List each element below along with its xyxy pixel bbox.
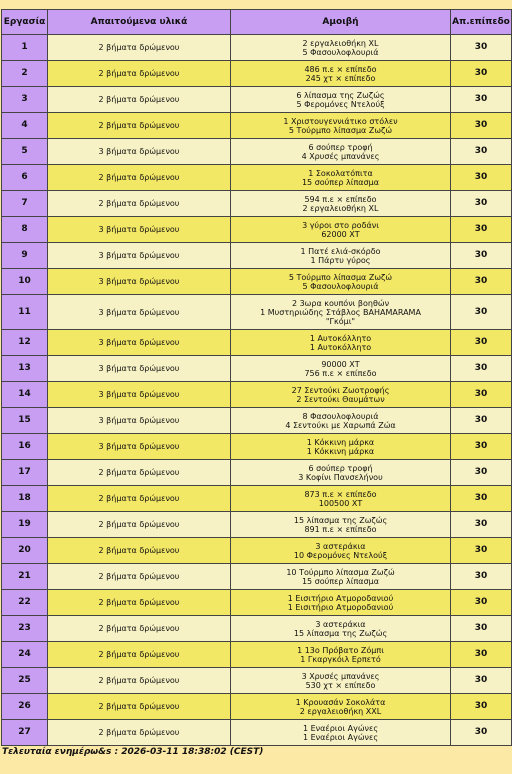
table-body	[2, 35, 512, 746]
task-number: 13	[2, 356, 48, 382]
task-reward	[231, 113, 451, 139]
task-level: 30	[451, 512, 512, 538]
task-level: 30	[451, 564, 512, 590]
reward-line: 2 εργαλειοθήκη XL	[302, 203, 379, 213]
task-materials: 3 βήματα δρώμενου	[48, 139, 231, 165]
table-row	[2, 694, 512, 720]
reward-line: 1 Κρουασάν Σοκολάτα	[295, 697, 386, 707]
task-materials: 2 βήματα δρώμενου	[48, 590, 231, 616]
task-reward	[231, 35, 451, 61]
task-number: 14	[2, 382, 48, 408]
table-row	[2, 61, 512, 87]
header-materials: Απαιτούμενα υλικά	[48, 10, 231, 35]
task-materials: 2 βήματα δρώμενου	[48, 87, 231, 113]
reward-line: 6 λίπασμα της Ζωζώς	[296, 90, 385, 100]
reward-line: 1 Γκαργκόιλ Ερπετό	[300, 654, 381, 664]
reward-line: 8 Φασουλοφλουριά	[302, 411, 379, 421]
table-row	[2, 165, 512, 191]
reward-line: 3 αστεράκια	[315, 541, 366, 551]
task-materials: 2 βήματα δρώμενου	[48, 165, 231, 191]
task-level: 30	[451, 87, 512, 113]
reward-line: 4 Σεντούκι με Χαρωπά Ζώα	[285, 420, 396, 430]
table-row	[2, 139, 512, 165]
task-materials: 2 βήματα δρώμενου	[48, 61, 231, 87]
reward-line: 1 Χριστουγεννιάτικο στόλεν	[283, 116, 398, 126]
table-row	[2, 35, 512, 61]
task-number: 6	[2, 165, 48, 191]
task-number: 17	[2, 460, 48, 486]
task-number: 26	[2, 694, 48, 720]
reward-line: 1 Εναέριοι Αγώνες	[302, 723, 379, 733]
task-level: 30	[451, 139, 512, 165]
task-reward	[231, 694, 451, 720]
task-level: 30	[451, 382, 512, 408]
table-row	[2, 486, 512, 512]
task-reward	[231, 243, 451, 269]
task-level: 30	[451, 295, 512, 330]
table-row	[2, 590, 512, 616]
task-reward	[231, 590, 451, 616]
reward-line: 4 Χρυσές μπανάνες	[301, 151, 380, 161]
task-level: 30	[451, 668, 512, 694]
task-reward	[231, 165, 451, 191]
task-number: 18	[2, 486, 48, 512]
task-materials: 2 βήματα δρώμενου	[48, 191, 231, 217]
task-reward	[231, 139, 451, 165]
task-number: 5	[2, 139, 48, 165]
reward-line: 1 Κόκκινη μάρκα	[306, 437, 375, 447]
reward-line: 873 π.ε × επίπεδο	[304, 489, 377, 499]
task-number: 9	[2, 243, 48, 269]
task-reward	[231, 512, 451, 538]
reward-line: 2 3ωρα κουπόνι βοηθών	[291, 298, 390, 308]
reward-line: 1 Εισιτήριο Ατμοροδανιού	[287, 602, 394, 612]
task-level: 30	[451, 191, 512, 217]
task-materials: 3 βήματα δρώμενου	[48, 243, 231, 269]
reward-line: 5 Φερομόνες Ντελούξ	[296, 99, 385, 109]
reward-line: 2 εργαλειοθήκη XL	[302, 38, 379, 48]
header-level: Απ.επίπεδο	[451, 10, 512, 35]
reward-line: 245 χτ × επίπεδο	[305, 73, 376, 83]
reward-line: 1 Αυτοκόλλητο	[309, 333, 372, 343]
task-number: 11	[2, 295, 48, 330]
table-row	[2, 217, 512, 243]
task-level: 30	[451, 642, 512, 668]
task-reward	[231, 330, 451, 356]
task-reward	[231, 460, 451, 486]
reward-line: 756 π.ε × επίπεδο	[304, 368, 377, 378]
task-level: 30	[451, 61, 512, 87]
task-level: 30	[451, 694, 512, 720]
task-materials: 2 βήματα δρώμενου	[48, 113, 231, 139]
task-reward	[231, 434, 451, 460]
task-reward	[231, 356, 451, 382]
reward-line: 1 Αυτοκόλλητο	[309, 342, 372, 352]
task-level: 30	[451, 113, 512, 139]
task-number: 10	[2, 269, 48, 295]
task-number: 24	[2, 642, 48, 668]
task-level: 30	[451, 720, 512, 746]
task-materials: 3 βήματα δρώμενου	[48, 330, 231, 356]
reward-line: 2 Σεντούκι Θαυμάτων	[296, 394, 385, 404]
task-reward	[231, 269, 451, 295]
task-reward	[231, 486, 451, 512]
reward-line: 27 Σεντούκι Ζωοτροφής	[291, 385, 390, 395]
task-materials: 2 βήματα δρώμενου	[48, 720, 231, 746]
task-level: 30	[451, 243, 512, 269]
table-row	[2, 616, 512, 642]
table-row	[2, 330, 512, 356]
task-reward	[231, 538, 451, 564]
task-number: 21	[2, 564, 48, 590]
reward-line: 1 Σοκολατόπιτα	[308, 168, 373, 178]
table-row	[2, 512, 512, 538]
task-reward	[231, 382, 451, 408]
task-number: 22	[2, 590, 48, 616]
task-materials: 2 βήματα δρώμενου	[48, 35, 231, 61]
reward-line: 62000 ΧΤ	[321, 229, 360, 239]
task-level: 30	[451, 269, 512, 295]
task-number: 23	[2, 616, 48, 642]
task-materials: 3 βήματα δρώμενου	[48, 217, 231, 243]
table-row	[2, 564, 512, 590]
reward-line: 6 σούπερ τροφή	[308, 142, 373, 152]
reward-line: 90000 ΧΤ	[321, 359, 360, 369]
reward-line: 6 σούπερ τροφή	[308, 463, 373, 473]
reward-line: 5 Φασουλοφλουριά	[302, 47, 379, 57]
task-number: 8	[2, 217, 48, 243]
task-materials: 3 βήματα δρώμενου	[48, 295, 231, 330]
task-level: 30	[451, 165, 512, 191]
task-level: 30	[451, 590, 512, 616]
reward-line: 15 λίπασμα της Ζωζώς	[293, 515, 388, 525]
task-number: 25	[2, 668, 48, 694]
reward-line: 1 Εισιτήριο Ατμοροδανιού	[287, 593, 394, 603]
reward-line: 1 13ο Πρόβατο Ζόμπι	[297, 645, 384, 655]
table-row	[2, 295, 512, 330]
task-reward	[231, 668, 451, 694]
task-reward	[231, 720, 451, 746]
table-header-row	[2, 10, 512, 35]
reward-line: 1 Πατέ ελιά-σκόρδο	[300, 246, 381, 256]
reward-line: 594 π.ε × επίπεδο	[304, 194, 377, 204]
task-level: 30	[451, 330, 512, 356]
table-row	[2, 113, 512, 139]
task-materials: 2 βήματα δρώμενου	[48, 512, 231, 538]
reward-line: 530 χτ × επίπεδο	[305, 680, 376, 690]
task-reward	[231, 408, 451, 434]
last-updated: Τελευταία ενημέρω&s : 2026-03-11 18:38:02 (CEST)	[2, 747, 264, 757]
task-number: 7	[2, 191, 48, 217]
task-reward	[231, 191, 451, 217]
task-reward	[231, 295, 451, 330]
task-reward	[231, 616, 451, 642]
table-row	[2, 720, 512, 746]
task-number: 15	[2, 408, 48, 434]
task-level: 30	[451, 486, 512, 512]
reward-line: 15 σούπερ λίπασμα	[301, 576, 380, 586]
reward-line: 1 Μυστηριώδης Στάβλος BAHAMARAMA	[260, 307, 421, 317]
table-row	[2, 243, 512, 269]
task-materials: 3 βήματα δρώμενου	[48, 434, 231, 460]
task-materials: 3 βήματα δρώμενου	[48, 356, 231, 382]
task-materials: 2 βήματα δρώμενου	[48, 538, 231, 564]
task-materials: 2 βήματα δρώμενου	[48, 486, 231, 512]
table-row	[2, 538, 512, 564]
reward-line: 15 λίπασμα της Ζωζώς	[293, 628, 388, 638]
task-materials: 2 βήματα δρώμενου	[48, 564, 231, 590]
reward-line: 3 γύροι στο ροδάνι	[302, 220, 379, 230]
reward-line: 15 σούπερ λίπασμα	[301, 177, 380, 187]
reward-line: 10 Τούρμπο λίπασμα Ζωζώ	[286, 567, 395, 577]
task-materials: 2 βήματα δρώμενου	[48, 616, 231, 642]
header-reward: Αμοιβή	[231, 10, 451, 35]
task-level: 30	[451, 434, 512, 460]
task-level: 30	[451, 460, 512, 486]
reward-line: 2 εργαλειοθήκη XXL	[299, 706, 382, 716]
reward-line: 5 Φασουλοφλουριά	[302, 281, 379, 291]
task-number: 27	[2, 720, 48, 746]
task-number: 3	[2, 87, 48, 113]
reward-line: "Γκόμι"	[325, 316, 356, 326]
reward-line: 3 Κοφίνι Πανσελήνου	[298, 472, 383, 482]
task-level: 30	[451, 538, 512, 564]
reward-line: 1 Πάρτυ γύρος	[310, 255, 371, 265]
reward-line: 3 αστεράκια	[315, 619, 366, 629]
reward-line: 486 π.ε × επίπεδο	[304, 64, 377, 74]
table-row	[2, 269, 512, 295]
reward-line: 10 Φερομόνες Ντελούξ	[293, 550, 388, 560]
task-number: 2	[2, 61, 48, 87]
table-row	[2, 87, 512, 113]
task-number: 19	[2, 512, 48, 538]
reward-line: 891 π.ε × επίπεδο	[304, 524, 377, 534]
task-materials: 2 βήματα δρώμενου	[48, 460, 231, 486]
task-materials: 2 βήματα δρώμενου	[48, 642, 231, 668]
table-row	[2, 191, 512, 217]
task-number: 1	[2, 35, 48, 61]
task-reward	[231, 217, 451, 243]
reward-line: 5 Τούρμπο λίπασμα Ζωζώ	[288, 125, 393, 135]
reward-line: 3 Χρυσές μπανάνες	[301, 671, 380, 681]
table-row	[2, 668, 512, 694]
task-level: 30	[451, 35, 512, 61]
task-level: 30	[451, 356, 512, 382]
table-row	[2, 642, 512, 668]
task-reward	[231, 61, 451, 87]
reward-line: 1 Κόκκινη μάρκα	[306, 446, 375, 456]
table-row	[2, 382, 512, 408]
header-task: Εργασία	[2, 10, 48, 35]
task-materials: 3 βήματα δρώμενου	[48, 269, 231, 295]
task-level: 30	[451, 408, 512, 434]
task-reward	[231, 87, 451, 113]
reward-line: 100500 ΧΤ	[318, 498, 363, 508]
table-row	[2, 356, 512, 382]
tasks-table	[1, 9, 512, 746]
task-number: 4	[2, 113, 48, 139]
task-materials: 3 βήματα δρώμενου	[48, 382, 231, 408]
task-number: 16	[2, 434, 48, 460]
task-materials: 2 βήματα δρώμενου	[48, 668, 231, 694]
task-reward	[231, 564, 451, 590]
task-reward	[231, 642, 451, 668]
task-materials: 2 βήματα δρώμενου	[48, 694, 231, 720]
table-row	[2, 460, 512, 486]
task-materials: 3 βήματα δρώμενου	[48, 408, 231, 434]
table-row	[2, 434, 512, 460]
task-level: 30	[451, 217, 512, 243]
reward-line: 5 Τούρμπο λίπασμα Ζωζώ	[288, 272, 393, 282]
task-number: 20	[2, 538, 48, 564]
table-row	[2, 408, 512, 434]
task-level: 30	[451, 616, 512, 642]
task-number: 12	[2, 330, 48, 356]
reward-line: 1 Εναέριοι Αγώνες	[302, 732, 379, 742]
